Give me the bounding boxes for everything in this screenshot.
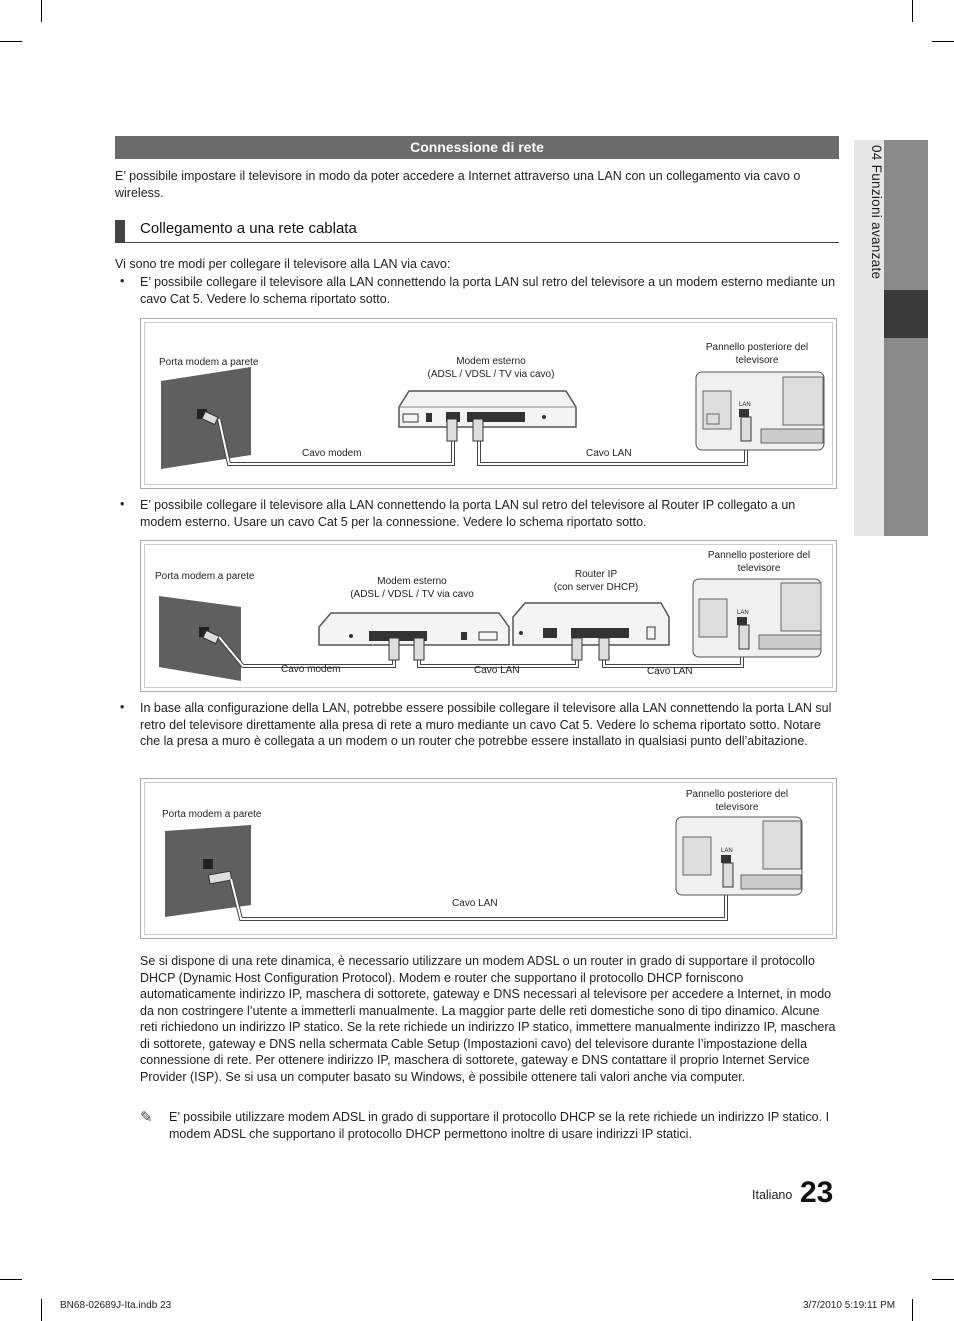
lan-cable-label: Cavo LAN (586, 448, 632, 459)
diagram-router-connection (140, 540, 837, 692)
tv-panel-label: Pannello posteriore del televisore (707, 550, 811, 574)
section-title: Connessione di rete (115, 136, 839, 159)
side-tab-active-block (884, 290, 928, 338)
modem-label: Modem esterno (ADSL / VDSL / TV via cavo (350, 576, 474, 600)
lan-cable-label-2: Cavo LAN (647, 666, 693, 677)
subheading (115, 219, 839, 243)
dhcp-paragraph: Se si dispone di una rete dinamica, è necessario utilizzare un modem ADSL o un router in grado di supportare il protocollo DHCP (Dynamic Host Configuration Protocol). Modem e router che supportano il protocollo DHCP forniscono automaticamente indirizzo IP, maschera di sottorete, gateway e DNS necessari al televisore per accedere a Internet, in modo da non costringere l’utente a immetterli manualmente. La maggior parte delle reti domestiche sono di tipo dinamico. Alcune reti richiedono un indirizzo IP statico. Se la rete richiede un indirizzo IP statico, immettere manualmente indirizzo IP, maschera di sottorete, gateway e DNS nella schermata Cable Setup (Impostazioni cavo) del televisore durante l’impostazione della connessione di rete. Per ottenere indirizzo IP, maschera di sottorete, gateway e DNS contattare il proprio Internet Service Provider (ISP). Se si usa un computer basato su Windows, è possibile ottenere tali valori anche via computer. (140, 954, 836, 1084)
crop-mark (0, 1279, 22, 1280)
modem-cable-label: Cavo modem (281, 664, 341, 675)
side-tab-label: 04 Funzioni avanzate (869, 145, 884, 280)
note-pencil-icon: ✎ (140, 1109, 153, 1126)
crop-mark (932, 41, 954, 42)
crop-mark (912, 1299, 913, 1321)
crop-mark (41, 0, 42, 22)
wall-port-label: Porta modem a parete (159, 357, 259, 368)
router-device (513, 603, 669, 645)
lan-cable-label-1: Cavo LAN (474, 665, 520, 676)
diagram-modem-connection (140, 318, 837, 489)
footer-language: Italiano (752, 1188, 793, 1202)
lan-port-label: LAN (737, 610, 749, 616)
crop-mark (0, 41, 22, 42)
wall-socket-icon (203, 859, 213, 869)
crop-mark (41, 1299, 42, 1321)
tv-panel-label: Pannello posteriore del televisore (685, 789, 789, 813)
lan-cable-label: Cavo LAN (452, 898, 498, 909)
note-text: E’ possibile utilizzare modem ADSL in grado di supportare il protocollo DHCP se la rete richiede un indirizzo IP statico. I modem ADSL che supportano il protocollo DHCP permettono inoltre di usare indirizzi IP statici. (169, 1110, 830, 1141)
crop-mark (912, 0, 913, 22)
bullet-dot: • (120, 497, 125, 511)
bullet-dot: • (120, 700, 125, 714)
side-tab-block (884, 140, 928, 290)
modem-label: Modem esterno (ADSL / VDSL / TV via cavo) (427, 356, 555, 380)
bullet-text-2: E’ possibile collegare il televisore alla LAN connettendo la porta LAN sul retro del televisore al Router IP collegato a un modem esterno. Usare un cavo Cat 5 per la connessione. Vedere lo schema riportato sotto. (140, 498, 796, 529)
wall-plate (159, 596, 241, 681)
print-file-info: BN68-02689J-Ita.indb 23 (60, 1300, 172, 1311)
router-label: Router IP (con server DHCP) (553, 569, 639, 593)
lan-port-label: LAN (739, 402, 751, 408)
modem-cable-label: Cavo modem (302, 448, 362, 459)
side-tab-block (884, 338, 928, 536)
bullet-text-1: E’ possibile collegare il televisore alla LAN connettendo la porta LAN sul retro del televisore a un modem esterno mediante un cavo Cat 5. Vedere lo schema riportato sotto. (140, 275, 836, 306)
subheading-title: Collegamento a una rete cablata (140, 220, 357, 237)
crop-mark (932, 1279, 954, 1280)
wall-port-label: Porta modem a parete (155, 571, 255, 582)
wall-port-label: Porta modem a parete (162, 809, 262, 820)
bullet-dot: • (120, 274, 125, 288)
page-number: 23 (800, 1176, 834, 1209)
bullet-text-3: In base alla configurazione della LAN, potrebbe essere possibile collegare il televisore alla LAN connettendo la porta LAN sul retro del televisore direttamente alla presa di rete a muro mediante un cavo Cat 5. Vedere lo schema riportato sotto. Notare che la presa a muro è collegata a un modem o un router che potrebbe essere installato in qualsiasi punto dell’abitazione. (140, 701, 832, 748)
diagram-wall-connection (140, 778, 837, 939)
intro-text: E’ possibile impostare il televisore in modo da poter accedere a Internet attraverso una LAN con un collegamento via cavo o wireless. (115, 169, 801, 200)
tv-panel-label: Pannello posteriore del televisore (705, 342, 809, 366)
subheading-marker (115, 220, 125, 242)
lead-text: Vi sono tre modi per collegare il televisore alla LAN via cavo: (115, 257, 451, 271)
print-date-info: 3/7/2010 5:19:11 PM (803, 1300, 896, 1311)
lan-port-label: LAN (721, 848, 733, 854)
